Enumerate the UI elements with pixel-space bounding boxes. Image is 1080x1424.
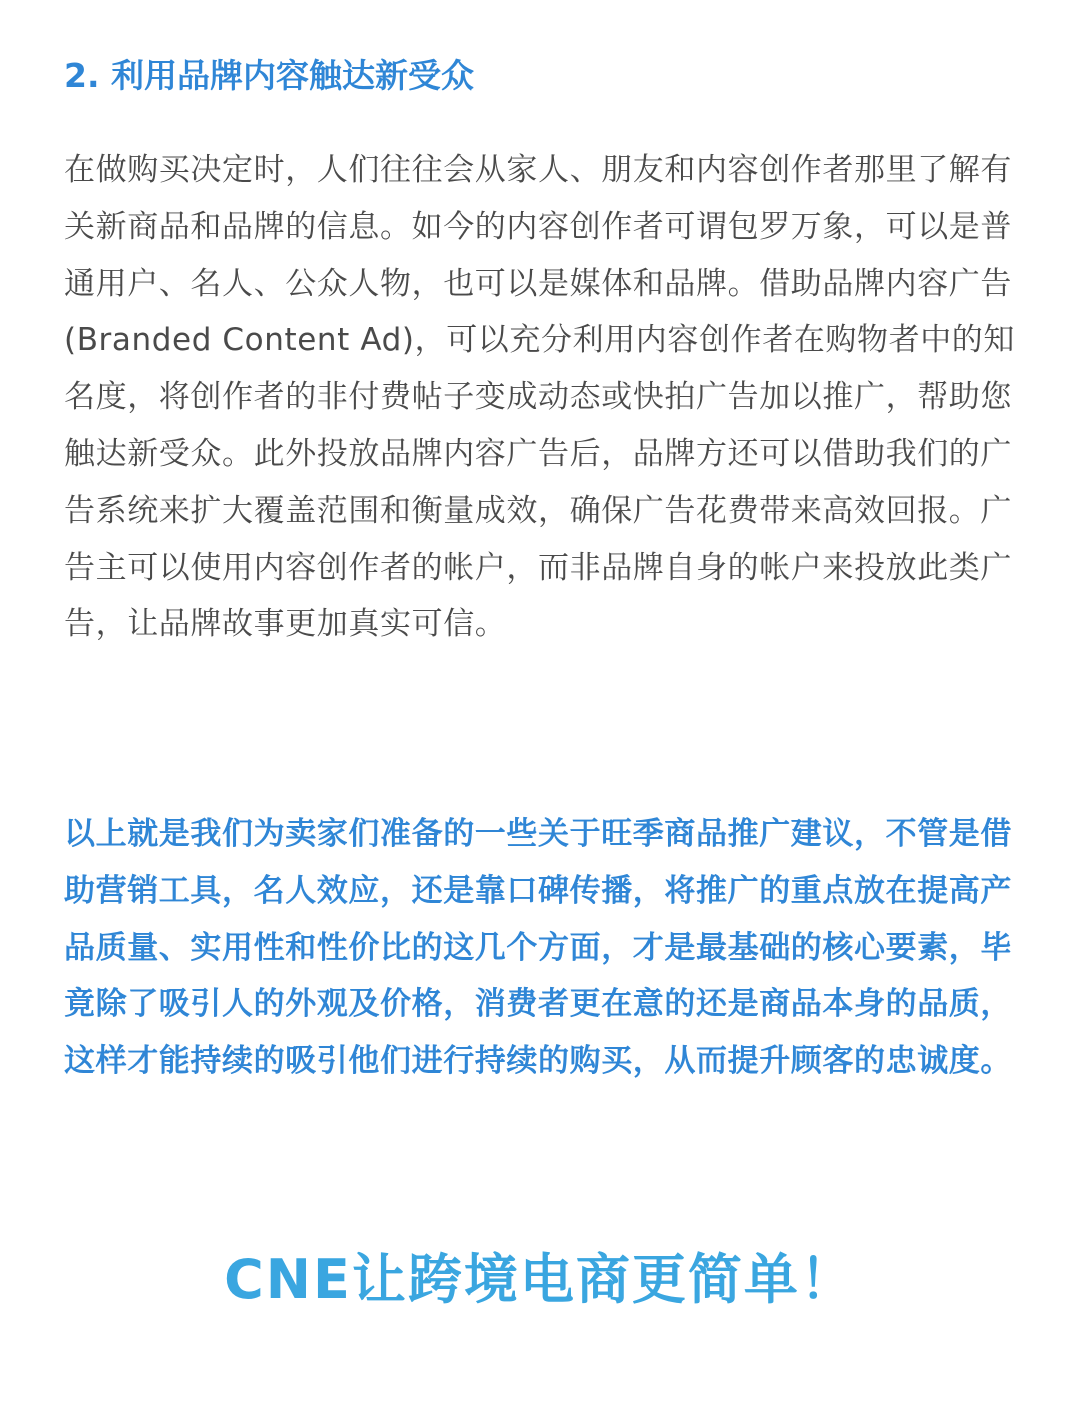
footer-slogan: CNE让跨境电商更简单！ xyxy=(224,1248,856,1311)
section-body-paragraph: 在做购买决定时，人们往往会从家人、朋友和内容创作者那里了解有关新商品和品牌的信息。如今的内容创作者可谓包罗万象，可以是普通用户、名人、公众人物，也可以是媒体和品牌。借助品牌内容广告 (Branded Content Ad)，可以充分利用内容创作者在购物者中的知名度，将创作者的非付费帖子变成动态或快拍广告加以推广，帮助您触达新受众。此外投放品牌内容广告后，品牌方还可以借助我们的广告系统来扩大覆盖范围和衡量成效，确保广告花费带来高效回报。广告主可以使用内容创作者的帐户，而非品牌自身的帐户来投放此类广告，让品牌故事更加真实可信。 xyxy=(64,152,1016,643)
summary-paragraph: 以上就是我们为卖家们准备的一些关于旺季商品推广建议，不管是借助营销工具，名人效应，还是靠口碑传播，将推广的重点放在提高产品质量、实用性和性价比的这几个方面，才是最基础的核心要素，毕竟除了吸引人的外观及价格，消费者更在意的还是商品本身的品质，这样才能持续的吸引他们进行持续的购买，从而提升顾客的忠诚度。 xyxy=(64,816,1012,1080)
section-heading: 2. 利用品牌内容触达新受众 xyxy=(64,56,474,95)
